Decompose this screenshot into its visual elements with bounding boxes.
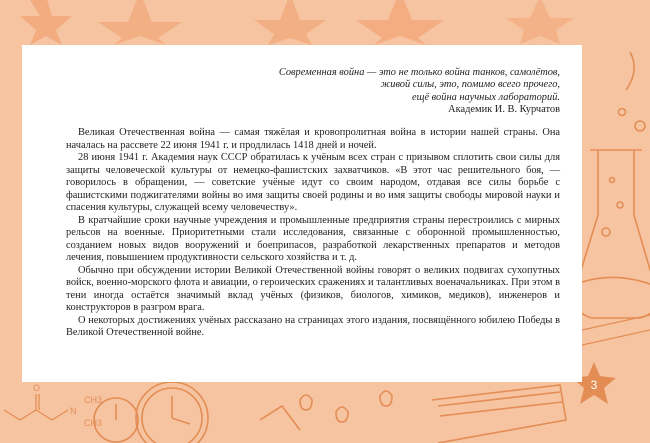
paragraph: 28 июня 1941 г. Академия наук СССР обратилась к учёным всех стран с призывом сплотить свои силы для защиты человеческой культуры от немецко-фашистских захватчиков. «В этот час решительного боя, — говорилось в обращении, — советские учёные идут со своим народом, отдавая все силы борьбе с фашистскими поджигателями войны во имя защиты своей родины и во имя защиты свободы мировой науки и спасения культуры, служащей всему человечеству».	[66, 152, 560, 213]
body-text	[66, 127, 560, 340]
content-page	[22, 45, 582, 382]
paragraph: О некоторых достижениях учёных рассказано на страницах этого издания, посвящённого юбилею Победы в Великой Отечественной войне.	[66, 314, 560, 338]
formula-nitrogen: N	[70, 406, 77, 416]
epigraph-quote	[140, 67, 560, 104]
epigraph-line: живой силы, это, помимо всего прочего,	[380, 79, 560, 91]
epigraph-line: Современная война — это не только война танков, самолётов,	[278, 67, 560, 78]
paragraph: Обычно при обсуждении истории Великой Отечественной войны говорят о великих подвигах сухопутных войск, военно-морского флота и авиации, о героических сражениях и талантливых военачальниках. При этом в тени иногда остаётся значимый вклад учёных (физиков, биологов, химиков, медиков), инженеров и конструкторов в разгром врага.	[66, 264, 560, 313]
paragraph: Великая Отечественная война — самая тяжёлая и кровопролитная война в истории нашей страны. Она началась на рассвете 22 июня 1941 г. и продлилась 1418 дней и ночей.	[66, 127, 560, 151]
epigraph	[140, 67, 560, 117]
paragraph: В кратчайшие сроки научные учреждения и промышленные предприятия страны перестроились с мирных рельсов на военные. Приоритетными стали исследования, связанные с оборонной промышленностью, созданием новых видов вооружений и боеприпасов, разработкой лекарственных препаратов и методов лечения, повышением продуктивности сельского хозяйства и т. д.	[66, 214, 560, 263]
epigraph-author: Академик И. В. Курчатов	[448, 104, 560, 116]
formula-methyl-bottom: CH3	[84, 418, 103, 428]
page-number: 3	[590, 378, 598, 392]
epigraph-line: ещё война научных лабораторий.	[412, 91, 560, 103]
formula-oxygen: O	[33, 383, 41, 393]
formula-methyl-top: CH3	[84, 395, 103, 405]
